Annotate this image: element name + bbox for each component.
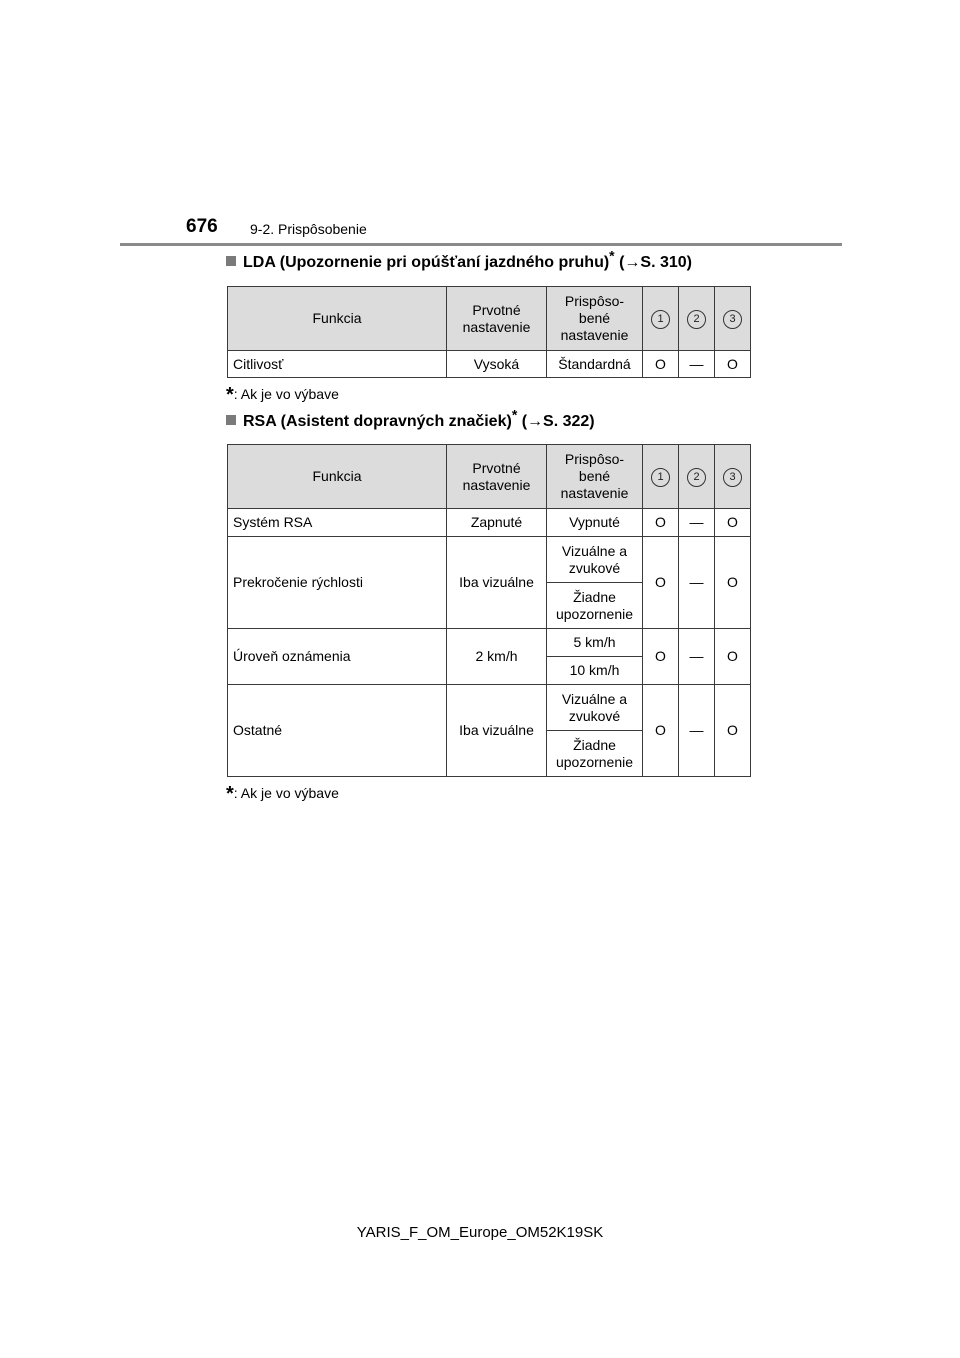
asterisk: * [511, 406, 518, 423]
rsa-table [227, 444, 751, 777]
table-row: Prekročenie rýchlosti Iba vizuálne Vizuálne a zvukové O — O [228, 537, 751, 583]
col-2 [679, 287, 715, 351]
table-header-row [228, 287, 751, 351]
col-prvotne: Prvotné nastavenie [447, 287, 547, 351]
table-row: Žiadne upozornenie [228, 583, 751, 629]
col-prvotne: Prvotné nastavenie [447, 445, 547, 509]
page-number: 676 [186, 216, 218, 237]
lda-heading [226, 247, 692, 272]
col-prisposobene: Prispôso- bené nastavenie [547, 445, 643, 509]
document-id: YARIS_F_OM_Europe_OM52K19SK [356, 1224, 604, 1241]
circled-number-icon: 2 [687, 468, 706, 487]
circled-number-icon: 3 [723, 310, 742, 329]
rsa-heading [226, 406, 595, 431]
lda-table [227, 286, 751, 378]
circled-number-icon: 1 [651, 310, 670, 329]
asterisk: * [609, 247, 615, 264]
rsa-title: RSA (Asistent dopravných značiek) [243, 413, 512, 430]
table-row: Úroveň oznámenia 2 km/h 5 km/h O — O [228, 629, 751, 657]
rsa-footnote: *: Ak je vo výbave [226, 783, 339, 805]
square-bullet-icon [226, 415, 236, 425]
section-label: 9-2. Prispôsobenie [250, 221, 367, 237]
circled-number-icon: 3 [723, 468, 742, 487]
table-row: 10 km/h [228, 657, 751, 685]
col-prisposobene: Prispôso- bené nastavenie [547, 287, 643, 351]
lda-footnote: *: Ak je vo výbave [226, 384, 339, 406]
col-funkcia: Funkcia [228, 445, 447, 509]
lda-page-ref[interactable]: (→S. 310) [619, 254, 692, 271]
col-funkcia: Funkcia [228, 287, 447, 351]
col-2 [679, 445, 715, 509]
col-1 [643, 287, 679, 351]
rsa-page-ref[interactable]: (→S. 322) [521, 413, 595, 430]
col-3 [715, 445, 751, 509]
circled-number-icon: 1 [651, 468, 670, 487]
col-1 [643, 445, 679, 509]
header-rule [120, 243, 842, 246]
col-3 [715, 287, 751, 351]
table-row: Citlivosť Vysoká Štandardná O — O [228, 351, 751, 378]
circled-number-icon: 2 [687, 310, 706, 329]
table-row: Žiadne upozornenie [228, 731, 751, 777]
square-bullet-icon [226, 256, 236, 266]
table-row: Ostatné Iba vizuálne Vizuálne a zvukové O — O [228, 685, 751, 731]
table-header-row [228, 445, 751, 509]
lda-title: LDA (Upozornenie pri opúšťaní jazdného pruhu) [243, 254, 610, 271]
table-row: Systém RSA Zapnuté Vypnuté O — O [228, 509, 751, 537]
